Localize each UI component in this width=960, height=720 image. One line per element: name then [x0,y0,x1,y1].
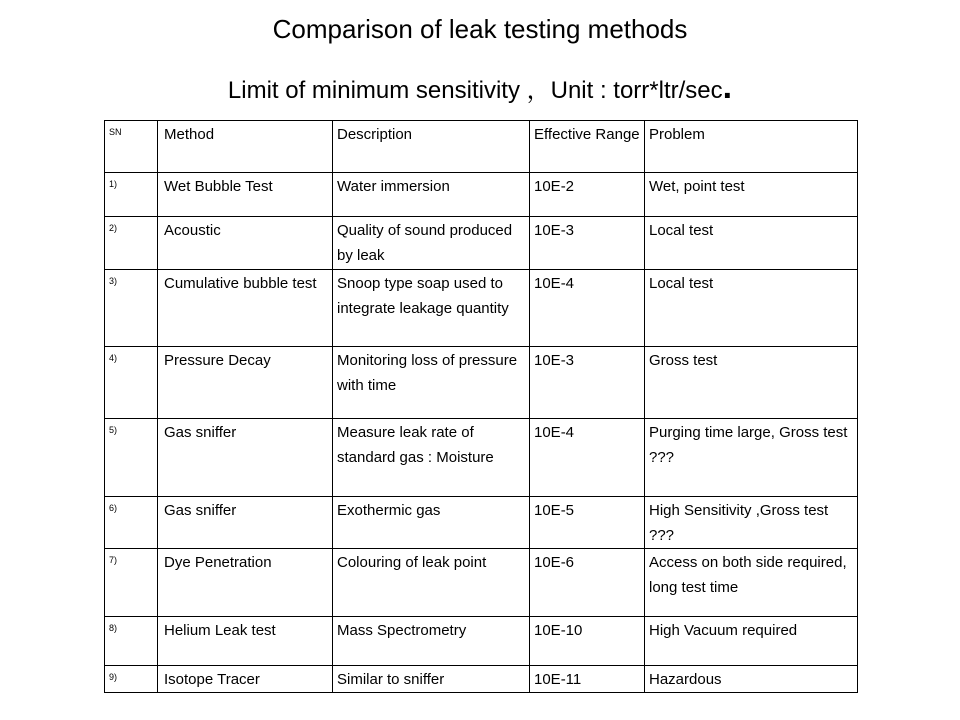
table-row [105,497,858,549]
table-header-row [105,121,858,173]
row-range: 10E-5 [530,497,645,549]
row-range: 10E-4 [530,419,645,497]
row-problem: Wet, point test [645,173,858,217]
header-range: Effective Range [530,121,645,173]
row-description: Similar to sniffer [333,666,530,693]
row-problem: Gross test [645,347,858,419]
row-description: Monitoring loss of pressure with time [333,347,530,419]
row-description: Colouring of leak point [333,549,530,617]
row-sn: 6) [105,497,158,549]
row-range: 10E-3 [530,347,645,419]
header-sn: SN [105,121,158,173]
row-range: 10E-3 [530,217,645,270]
table-row [105,666,858,693]
row-method: Cumulative bubble test [158,270,333,347]
table-row [105,217,858,270]
row-range: 10E-10 [530,617,645,666]
row-problem: High Vacuum required [645,617,858,666]
header-description: Description [333,121,530,173]
row-problem: Hazardous [645,666,858,693]
row-sn: 1) [105,173,158,217]
leak-methods-table [104,120,858,693]
row-sn: 7) [105,549,158,617]
row-sn: 9) [105,666,158,693]
page-subtitle [0,70,960,108]
page-title: Comparison of leak testing methods [272,14,688,44]
row-description: Exothermic gas [333,497,530,549]
row-description: Quality of sound produced by leak [333,217,530,270]
row-range: 10E-4 [530,270,645,347]
table-row [105,270,858,347]
header-method: Method [158,121,333,173]
table-row [105,549,858,617]
row-method: Helium Leak test [158,617,333,666]
row-problem: Local test [645,270,858,347]
row-sn: 5) [105,419,158,497]
row-method: Dye Penetration [158,549,333,617]
row-description: Water immersion [333,173,530,217]
row-sn: 8) [105,617,158,666]
row-sn: 3) [105,270,158,347]
row-range: 10E-6 [530,549,645,617]
header-problem: Problem [645,121,858,173]
row-description: Snoop type soap used to integrate leakage quantity [333,270,530,347]
table-row [105,419,858,497]
row-problem: Access on both side required, long test time [645,549,858,617]
row-sn: 4) [105,347,158,419]
row-range: 10E-11 [530,666,645,693]
row-description: Measure leak rate of standard gas : Moisture [333,419,530,497]
row-method: Gas sniffer [158,419,333,497]
row-method: Gas sniffer [158,497,333,549]
subtitle-period: . [722,68,733,106]
subtitle-text: Limit of minimum sensitivity ，Unit : torr*ltr/sec [227,77,723,104]
row-method: Isotope Tracer [158,666,333,693]
table-row [105,617,858,666]
row-range: 10E-2 [530,173,645,217]
table-row [105,173,858,217]
row-problem: Purging time large, Gross test ??? [645,419,858,497]
table-row [105,347,858,419]
row-problem: High Sensitivity ,Gross test ??? [645,497,858,549]
row-method: Acoustic [158,217,333,270]
row-method: Wet Bubble Test [158,173,333,217]
row-problem: Local test [645,217,858,270]
row-method: Pressure Decay [158,347,333,419]
row-description: Mass Spectrometry [333,617,530,666]
row-sn: 2) [105,217,158,270]
